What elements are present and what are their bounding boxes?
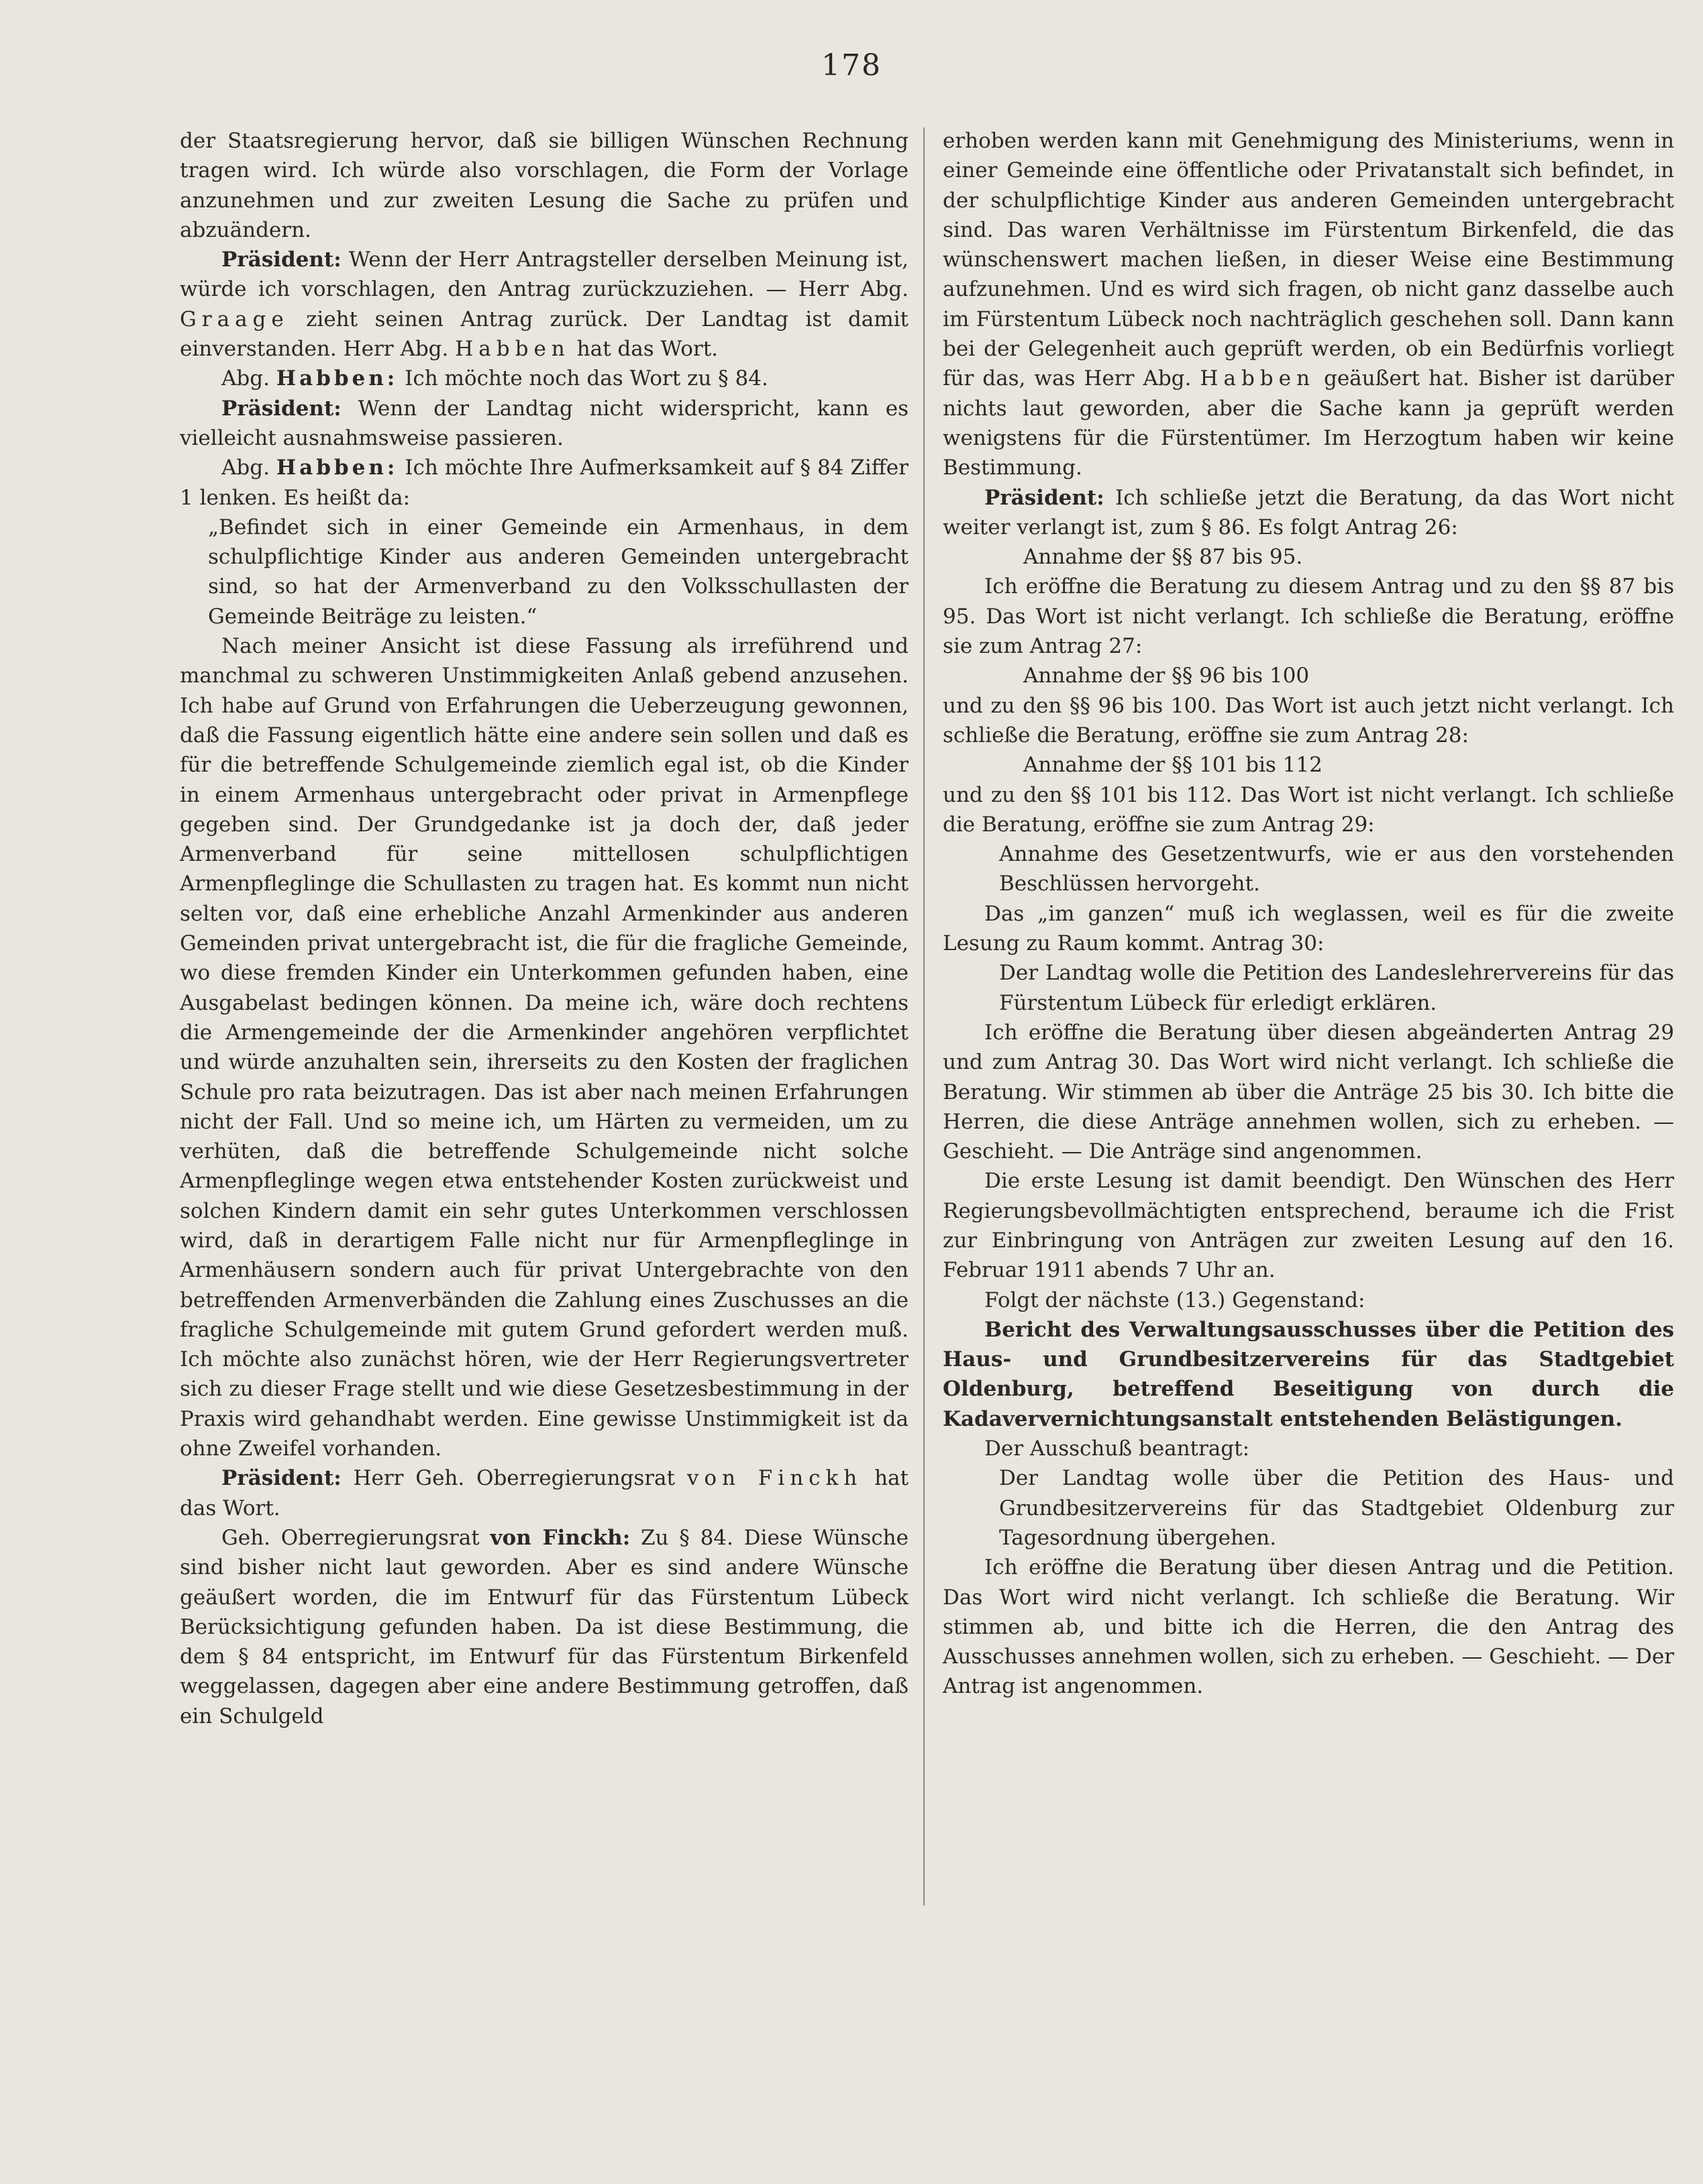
paragraph: Präsident: Wenn der Herr Antragsteller derselben Meinung ist, würde ich vorschlagen, den Antrag zurückzuziehen. — Herr Abg. Graage zieht seinen Antrag zurück. Der Landtag ist damit einverstanden. Herr Abg. Habben hat das Wort.: [180, 248, 909, 362]
paragraph: Das „im ganzen“ muß ich weglassen, weil es für die zweite Lesung zu Raum kommt. Antrag 30:: [943, 901, 1674, 956]
motion: Der Landtag wolle über die Petition des Haus- und Grundbesitzervereins für das Stadtgebiet Oldenburg zur Tagesordnung übergehen.: [999, 1466, 1674, 1550]
paragraph: und zu den §§ 101 bis 112. Das Wort ist nicht verlangt. Ich schließe die Beratung, eröffne sie zum Antrag 29:: [943, 782, 1674, 837]
paragraph: Ich eröffne die Beratung über diesen Antrag und die Petition. Das Wort wird nicht verlangt. Ich schließe die Beratung. Wir stimmen ab, und bitte ich die Herren, die den Antrag des Ausschusses annehmen wollen, sich zu erheben. — Geschieht. — Der Antrag ist angenommen.: [943, 1555, 1674, 1699]
paragraph: Nach meiner Ansicht ist diese Fassung als irreführend und manchmal zu schweren Unstimmigkeiten Anlaß gebend anzusehen. Ich habe auf Grund von Erfahrungen die Ueberzeugung gewonnen, daß die Fassung eigentlich hätte eine andere sein sollen und daß es für die betreffende Schulgemeinde ziemlich egal ist, ob die Kinder in einem Armenhaus untergebracht oder privat in Armenpflege gegeben sind. Der Grundgedanke ist ja doch der, daß jeder Armenverband für seine mittellosen schulpflichtigen Armenpfleglinge die Schullasten zu tragen hat. Es kommt nun nicht selten vor, daß eine erhebliche Anzahl Armenkinder aus anderen Gemeinden privat untergebracht ist, die für die fragliche Gemeinde, wo diese fremden Kinder ein Unterkommen gefunden haben, eine Ausgabelast bedingen können. Da meine ich, wäre doch rechtens die Armengemeinde der die Armenkinder angehören verpflichtet und würde anzuhalten sein, ihrerseits zu den Kosten der fraglichen Schule pro rata beizutragen. Das ist aber nach meinen Erfahrungen nicht der Fall. Und so meine ich, um Härten zu vermeiden, um zu verhüten, daß die betreffende Schulgemeinde nicht solche Armenpfleglinge wegen etwa entstehender Kosten zurückweist und solchen Kindern damit ein sehr gutes Unterkommen verschlossen wird, daß in derartigem Falle nicht nur für Armenpfleglinge in Armenhäusern sondern auch für privat Untergebrachte von den betreffenden Armenverbänden die Zahlung eines Zuschusses an die fragliche Schulgemeinde mit gutem Grund gefordert werden muß. Ich möchte also zunächst hören, wie der Herr Regierungsvertreter sich zu dieser Frage stellt und wie diese Gesetzesbestimmung in der Praxis wird gehandhabt werden. Eine gewisse Unstimmigkeit ist da ohne Zweifel vorhanden.: [180, 634, 909, 1461]
spaced-name: Graage: [180, 307, 289, 331]
speaker-name: Habben:: [276, 456, 399, 480]
quoted-statute: „Befindet sich in einer Gemeinde ein Armenhaus, in dem schulpflichtige Kinder aus anderen Gemeinden untergebracht sind, so hat der Armenverband zu den Volksschullasten der Gemeinde Beiträge zu leisten.“: [208, 515, 909, 629]
paragraph: Geh. Oberregierungsrat von Finckh: Zu § 84. Diese Wünsche sind bisher nicht laut geworden. Aber es sind andere Wünsche geäußert worden, die im Entwurf für das Fürstentum Lübeck Berücksichtigung gefunden haben. Da ist diese Bestimmung, die dem § 84 entspricht, im Entwurf für das Fürstentum Birkenfeld weggelassen, dagegen aber eine andere Bestimmung getroffen, daß ein Schulgeld: [180, 1525, 909, 1728]
paragraph: Ich eröffne die Beratung über diesen abgeänderten Antrag 29 und zum Antrag 30. Das Wort wird nicht verlangt. Ich schließe die Beratung. Wir stimmen ab über die Anträge 25 bis 30. Ich bitte die Herren, die diese Anträge annehmen wollen, sich zu erheben. — Geschieht. — Die Anträge sind angenommen.: [943, 1020, 1674, 1164]
paragraph: Der Ausschuß beantragt:: [984, 1437, 1250, 1461]
paragraph: Folgt der nächste (13.) Gegenstand:: [984, 1288, 1365, 1312]
paragraph: Die erste Lesung ist damit beendigt. Den Wünschen des Herr Regierungsbevollmächtigten entsprechend, beraume ich die Frist zur Einbringung von Anträgen zur zweiten Lesung auf den 16. Februar 1911 abends 7 Uhr an.: [943, 1169, 1674, 1283]
speaker-name: Habben:: [276, 366, 399, 391]
speaker-name: Präsident:: [221, 248, 342, 272]
speaker-name: Präsident:: [984, 485, 1104, 510]
speaker-name: Präsident:: [221, 1466, 342, 1491]
motion: Annahme der §§ 96 bis 100: [1023, 664, 1310, 688]
paragraph: Ich eröffne die Beratung zu diesem Antrag und zu den §§ 87 bis 95. Das Wort ist nicht verlangt. Ich schließe die Beratung, eröffne sie zum Antrag 27:: [943, 574, 1674, 659]
motion: Annahme der §§ 101 bis 112: [1023, 753, 1323, 778]
agenda-item-heading: Bericht des Verwaltungsausschusses über die Petition des Haus- und Grundbesitzervereins für das Stadtgebiet Oldenburg, betreffend Beseitigung von durch die Kadaververnichtungsanstalt entstehenden Belästigungen.: [943, 1317, 1674, 1431]
paragraph: Präsident: Ich schließe jetzt die Beratung, da das Wort nicht weiter verlangt ist, zum § 86. Es folgt Antrag 26:: [943, 485, 1674, 539]
motion: Annahme der §§ 87 bis 95.: [1023, 545, 1303, 570]
speaker-name: Präsident:: [221, 396, 342, 421]
paragraph: Präsident: Herr Geh. Oberregierungsrat von Finckh hat das Wort.: [180, 1466, 909, 1520]
left-column: [180, 126, 909, 1731]
spaced-name: von Finckh: [686, 1466, 863, 1491]
motion: Der Landtag wolle die Petition des Landeslehrervereins für das Fürstentum Lübeck für erledigt erklären.: [999, 961, 1674, 1015]
spaced-name: Habben: [1200, 366, 1315, 391]
paragraph: Abg. Habben: Ich möchte noch das Wort zu § 84.: [221, 366, 768, 391]
motion: Annahme des Gesetzentwurfs, wie er aus den vorstehenden Beschlüssen hervorgeht.: [999, 842, 1674, 896]
paragraph: Präsident: Wenn der Landtag nicht widerspricht, kann es vielleicht ausnahmsweise passieren.: [180, 396, 909, 450]
speaker-name: von Finckh:: [490, 1525, 631, 1550]
paragraph: und zu den §§ 96 bis 100. Das Wort ist auch jetzt nicht verlangt. Ich schließe die Beratung, eröffne sie zum Antrag 28:: [943, 693, 1674, 747]
paragraph: der Staatsregierung hervor, daß sie billigen Wünschen Rechnung tragen wird. Ich würde also vorschlagen, die Form der Vorlage anzunehmen und zur zweiten Lesung die Sache zu prüfen und abzuändern.: [180, 129, 909, 242]
right-column: [943, 126, 1674, 1702]
paragraph: Abg. Habben: Ich möchte Ihre Aufmerksamkeit auf § 84 Ziffer 1 lenken. Es heißt da:: [180, 456, 909, 510]
column-divider: [923, 127, 925, 1906]
page-number: 178: [821, 48, 882, 83]
spaced-name: Habben: [455, 337, 570, 362]
paragraph: erhoben werden kann mit Genehmigung des Ministeriums, wenn in einer Gemeinde eine öffentliche oder Privatanstalt sich befindet, in der schulpflichtige Kinder aus anderen Gemeinden untergebracht sind. Das waren Verhältnisse im Fürstentum Birkenfeld, die das wünschenswert machen ließen, in dieser Weise eine Bestimmung aufzunehmen. Und es wird sich fragen, ob nicht ganz dasselbe auch im Fürstentum Lübeck noch nachträglich geschehen soll. Dann kann bei der Gelegenheit auch geprüft werden, ob ein Bedürfnis vorliegt für das, was Herr Abg. Habben geäußert hat. Bisher ist darüber nichts laut geworden, aber die Sache kann ja geprüft werden wenigstens für die Fürstentümer. Im Herzogtum haben wir keine Bestimmung.: [943, 129, 1674, 480]
